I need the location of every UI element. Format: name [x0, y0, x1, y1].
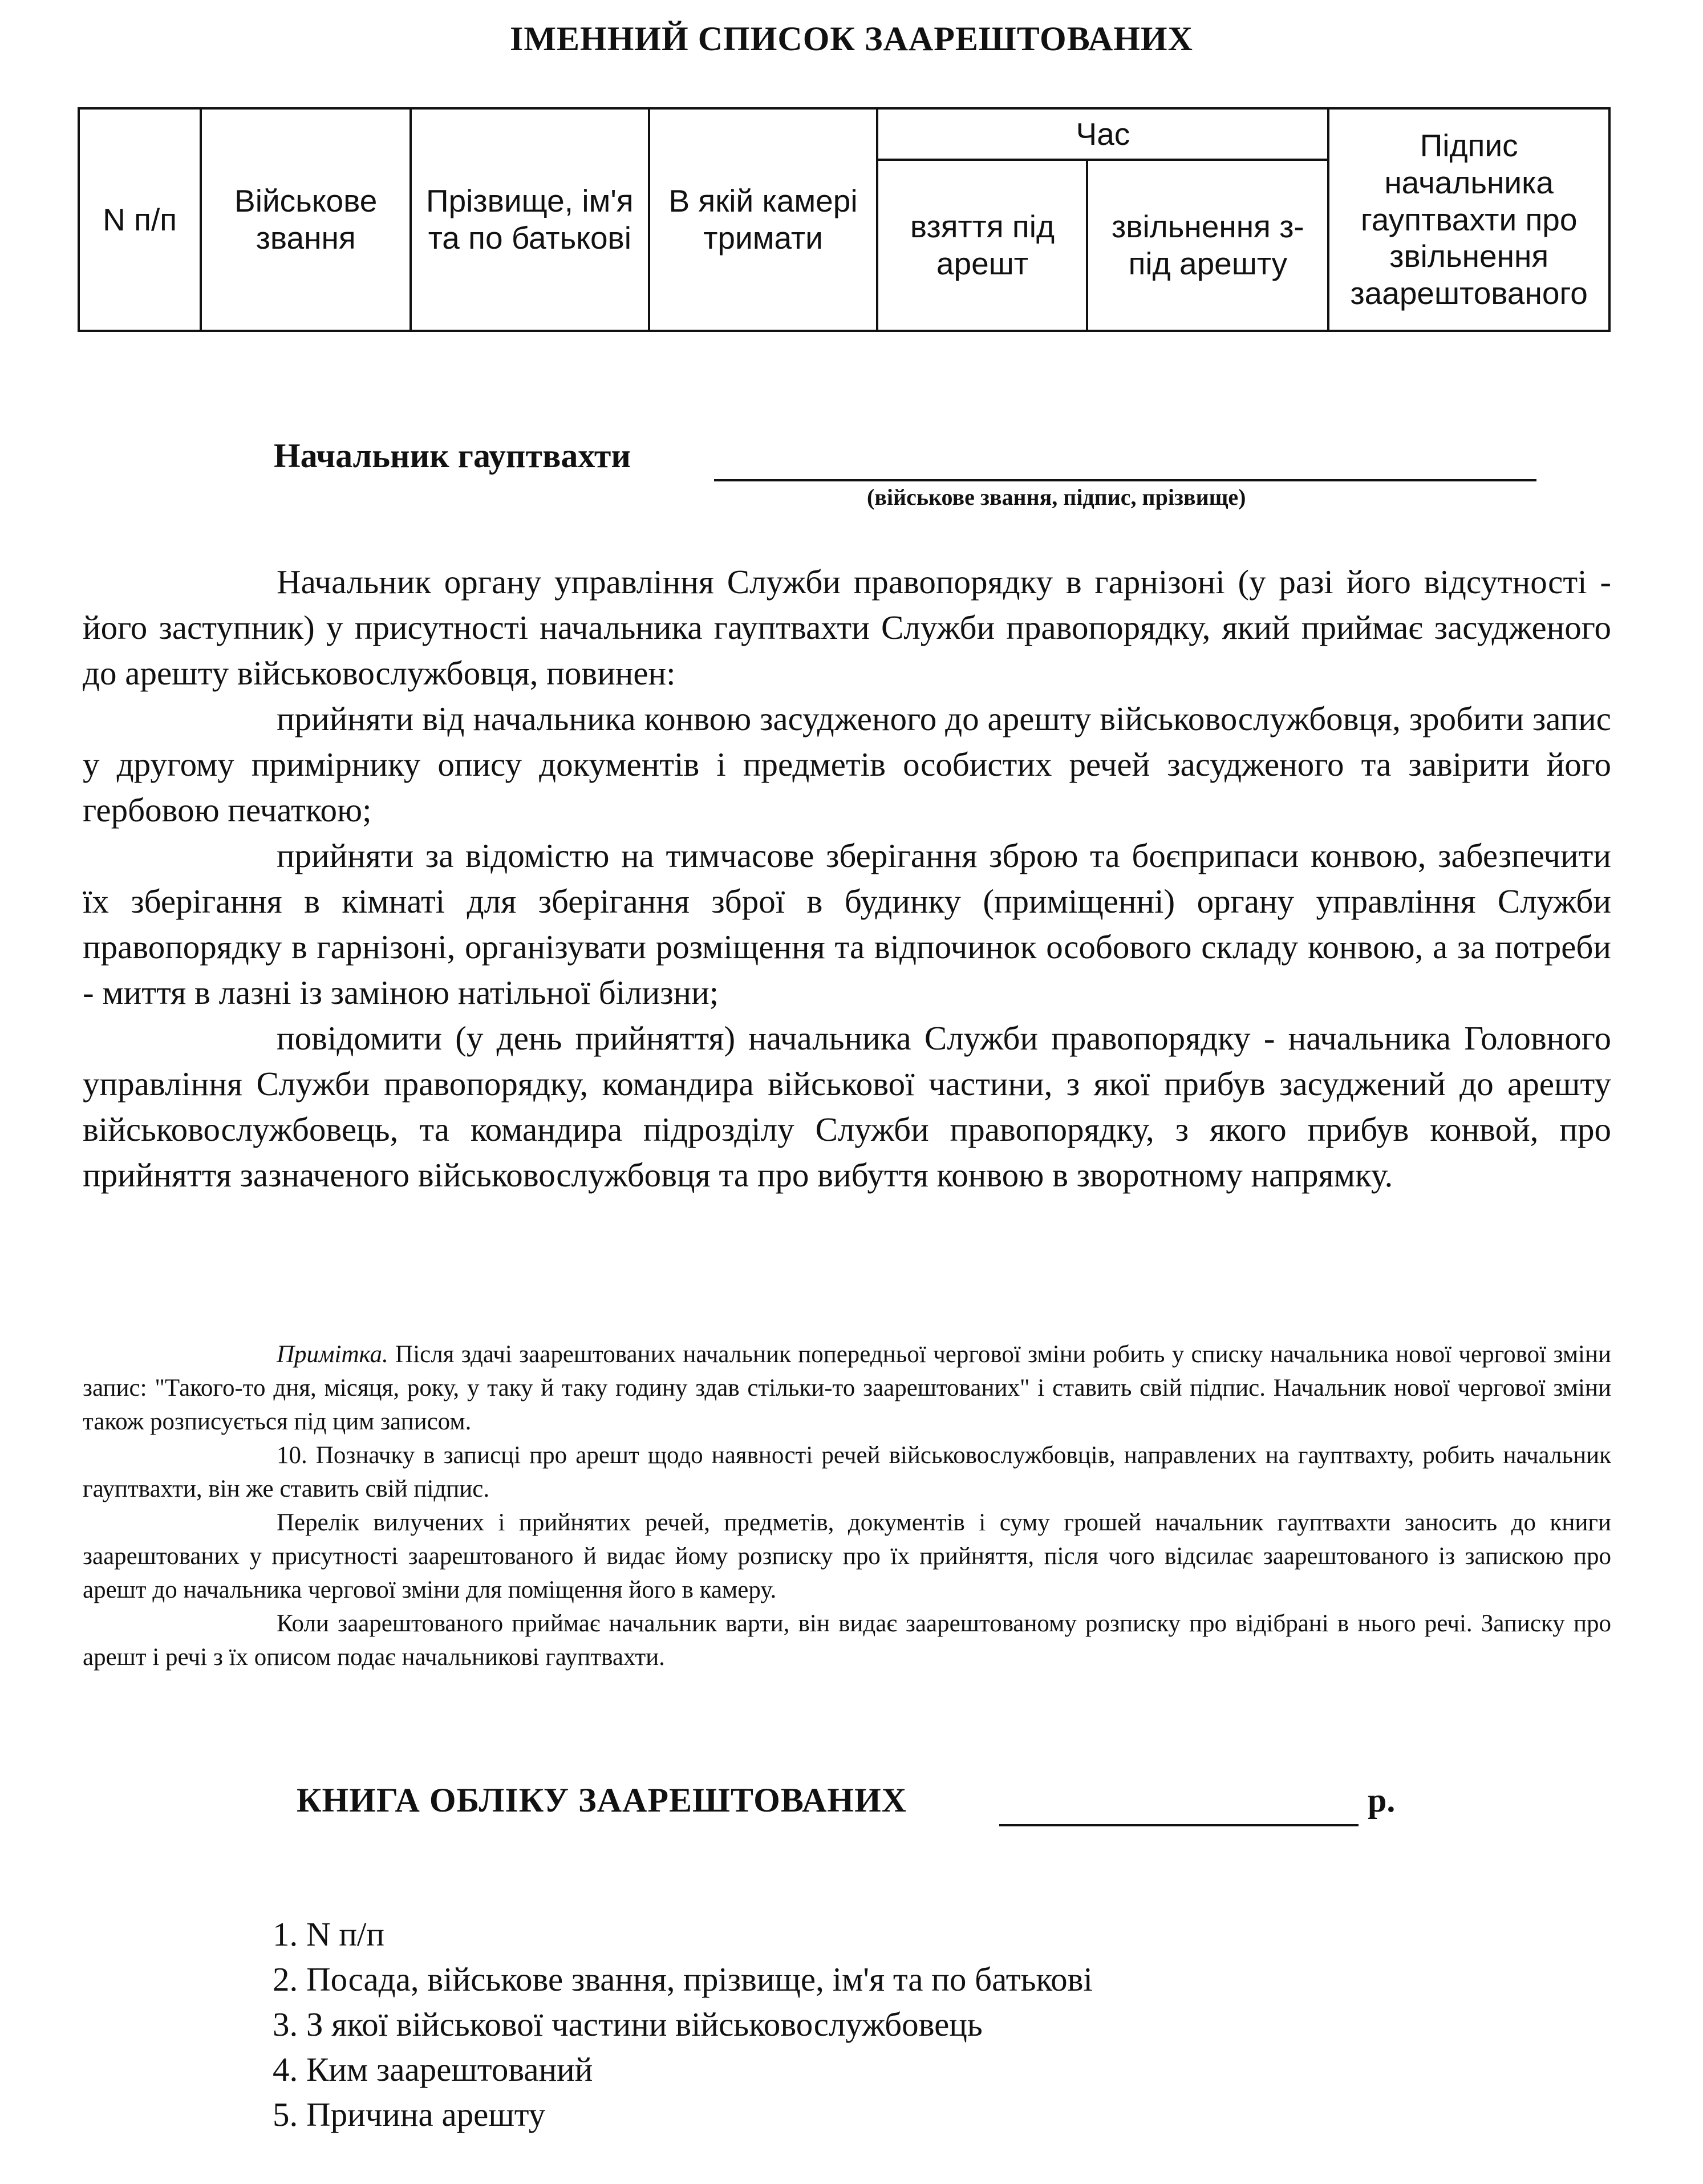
list-item: 1. N п/п: [273, 1915, 384, 1953]
list-item: 4. Ким заарештований: [273, 2051, 593, 2088]
header-time-release: звільнення з-під арешту: [1087, 160, 1328, 331]
paragraph: прийняти за відомістю на тимчасове зберігання зброю та боєприпаси конвою, забезпечити їх зберігання в кімнаті для зберігання зброї в будинку (приміщенні) органу управління Служби правопорядку в гарнізоні, організувати розміщення та відпочинок особового складу конвою, а за потреби - миття в лазні із заміною натільної білизни;: [83, 837, 1611, 1011]
paragraph: Начальник органу управління Служби правопорядку в гарнізоні (у разі його відсутності - його заступник) у присутності начальника гауптвахти Служби правопорядку, який приймає засудженого до арешту військовослужбовця, повинен:: [83, 563, 1611, 692]
signature-line: [714, 479, 1536, 481]
note-block: [83, 1338, 1611, 1674]
paragraph: прийняти від начальника конвою засудженого до арешту військовослужбовця, зробити запис у другому примірнику опису документів і предметів особистих речей засудженого та завірити його гербовою печаткою;: [83, 700, 1611, 829]
note-paragraph: 10. Позначку в записці про арешт щодо наявності речей військовослужбовців, направлених на гауптвахту, робить начальник гауптвахти, він же ставить свій підпис.: [83, 1442, 1611, 1502]
note-paragraph: Перелік вилучених і прийнятих речей, предметів, документів і суму грошей начальник гауптвахти заносить до книги заарештованих у присутності заарештованого й видає йому розписку про їх прийняття, після чого відсилає заарештованого із запискою про арешт до начальника чергової зміни для поміщення його в камеру.: [83, 1509, 1611, 1603]
header-rank: Військове звання: [201, 108, 411, 331]
paragraph: повідомити (у день прийняття) начальника Служби правопорядку - начальника Головного управління Служби правопорядку, командира військової частини, з якої прибув засуджений до арешту військовослужбовець, та командира підрозділу Служби правопорядку, з якого прибув конвой, про прийняття зазначеного військовослужбовця та про вибуття конвою в зворотному напрямку.: [83, 1019, 1611, 1194]
signature-label: Начальник гауптвахти: [274, 437, 631, 475]
book-fields-list: [273, 1912, 1093, 2137]
note-paragraph: [83, 1338, 1611, 1439]
main-text: [83, 559, 1611, 1198]
header-time-arrest: взяття під арешт: [877, 160, 1087, 331]
book-year-line: [999, 1824, 1359, 1826]
list-item: 3. З якої військової частини військовослужбовець: [273, 2005, 983, 2043]
book-year-suffix: р.: [1368, 1781, 1396, 1819]
header-full-name: Прізвище, ім'я та по батькові: [411, 108, 648, 331]
header-signature: Підпис начальника гауптвахти про звільнення заарештованого: [1328, 108, 1609, 331]
header-cell: В якій камері тримати: [649, 108, 878, 331]
page-title: ІМЕННИЙ СПИСОК ЗААРЕШТОВАНИХ: [510, 20, 1193, 58]
note-first-text: Після здачі заарештованих начальник попередньої чергової зміни робить у списку начальника нової чергової зміни запис: "Такого-то дня, місяця, року, у таку й таку годину здав стільки-то заарештованих" і ставить свій підпис. Начальник нової чергової зміни також розписується під цим записом.: [83, 1341, 1611, 1435]
book-title: КНИГА ОБЛІКУ ЗААРЕШТОВАНИХ: [297, 1781, 907, 1819]
list-item: 5. Причина арешту: [273, 2096, 546, 2133]
header-time: Час: [877, 108, 1328, 160]
note-lead: Примітка.: [277, 1341, 388, 1368]
note-paragraph: Коли заарештованого приймає начальник варти, він видає заарештованому розписку про відібрані в нього речі. Записку про арешт і речі з їх описом подає начальникові гауптвахти.: [83, 1610, 1611, 1671]
signature-hint: (військове звання, підпис, прізвище): [867, 484, 1246, 510]
arrested-list-table: [78, 107, 1611, 332]
header-number: N п/п: [79, 108, 201, 331]
list-item: 2. Посада, військове звання, прізвище, ім'я та по батькові: [273, 1960, 1093, 1998]
